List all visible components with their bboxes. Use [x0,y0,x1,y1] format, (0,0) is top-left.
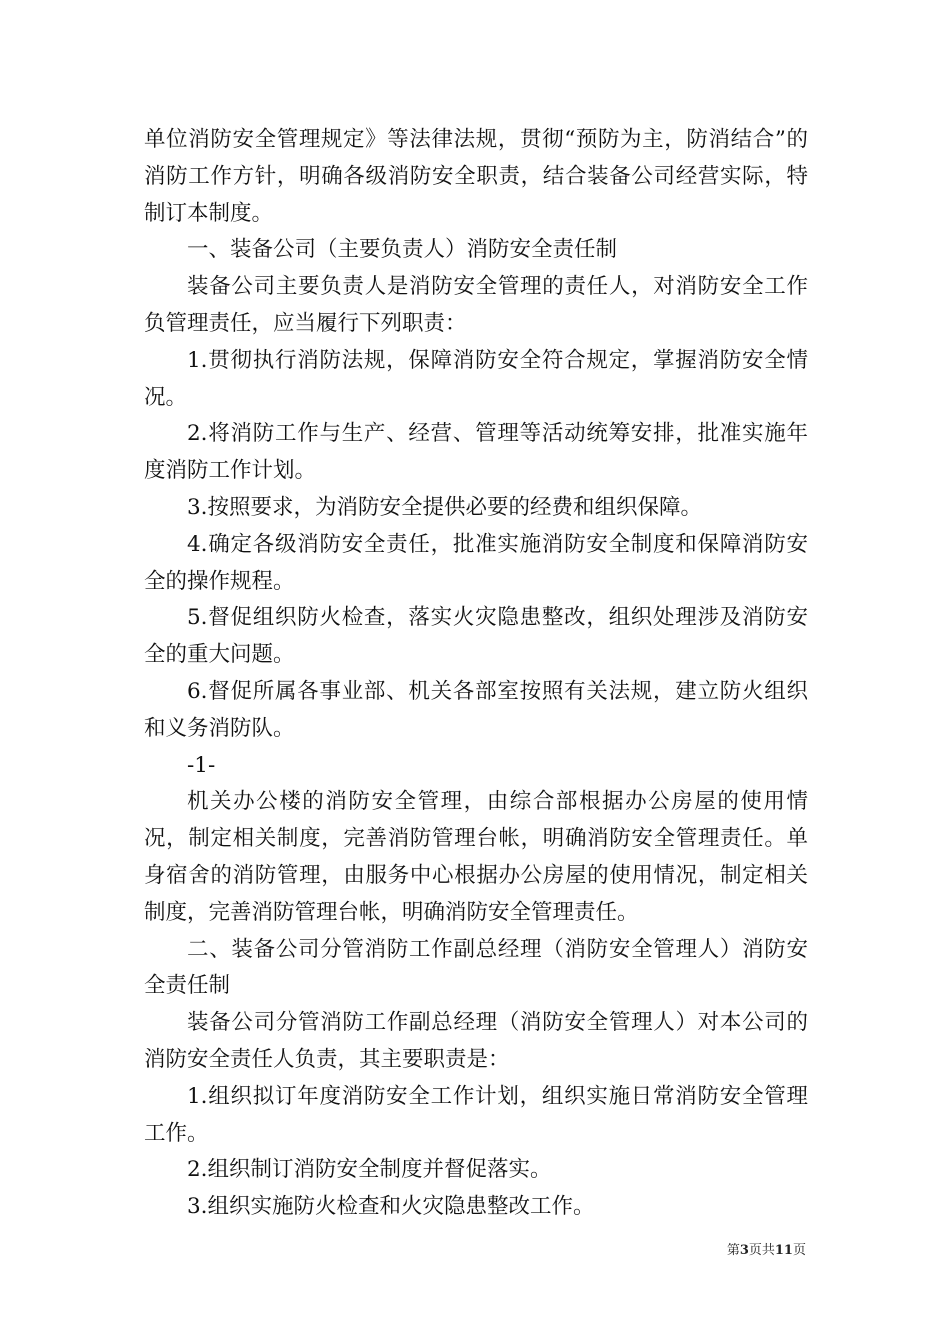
section-heading: 一、装备公司（主要负责人）消防安全责任制 [187,237,618,263]
total-pages-number: 11 [774,1243,793,1258]
list-item: 4.确定各级消防安全责任，批准实施消防安全制度和保障消防安全的操作规程。 [144,531,808,594]
paragraph: 单位消防安全管理规定》等法律法规，贯彻“预防为主，防消结合”的消防工作方针，明确各级消防安全职责，结合装备公司经营实际，特制订本制度。 [144,127,808,226]
footer-prefix: 第 [726,1243,740,1258]
list-item: 1.组织拟订年度消防安全工作计划，组织实施日常消防安全管理工作。 [144,1083,808,1146]
list-item: 3.组织实施防火检查和火灾隐患整改工作。 [187,1194,595,1220]
page-footer [727,1243,806,1259]
current-page-number: 3 [739,1243,749,1258]
list-item: 3.按照要求，为消防安全提供必要的经费和组织保障。 [187,494,703,520]
paragraph: 装备公司主要负责人是消防安全管理的责任人，对消防安全工作负管理责任，应当履行下列职责： [144,274,808,336]
list-item: 2.组织制订消防安全制度并督促落实。 [187,1157,552,1183]
list-item: 5.督促组织防火检查，落实火灾隐患整改，组织处理涉及消防安全的重大问题。 [144,605,808,668]
document-body [144,122,808,1226]
footer-middle: 页共 [748,1243,775,1258]
section-heading: 二、装备公司分管消防工作副总经理（消防安全管理人）消防安全责任制 [144,936,808,999]
list-item: 1.贯彻执行消防法规，保障消防安全符合规定，掌握消防安全情况。 [144,347,808,410]
footer-suffix: 页 [792,1243,806,1258]
inline-page-marker: -1- [187,752,216,778]
paragraph: 机关办公楼的消防安全管理，由综合部根据办公房屋的使用情况，制定相关制度，完善消防管理台帐，明确消防安全管理责任。单身宿舍的消防管理，由服务中心根据办公房屋的使用情况，制定相关制度，完善消防管理台帐，明确消防安全管理责任。 [144,789,808,925]
list-item: 6.督促所属各事业部、机关各部室按照有关法规，建立防火组织和义务消防队。 [144,678,808,741]
paragraph: 装备公司分管消防工作副总经理（消防安全管理人）对本公司的消防安全责任人负责，其主要职责是： [144,1010,808,1072]
list-item: 2.将消防工作与生产、经营、管理等活动统筹安排，批准实施年度消防工作计划。 [144,421,808,484]
